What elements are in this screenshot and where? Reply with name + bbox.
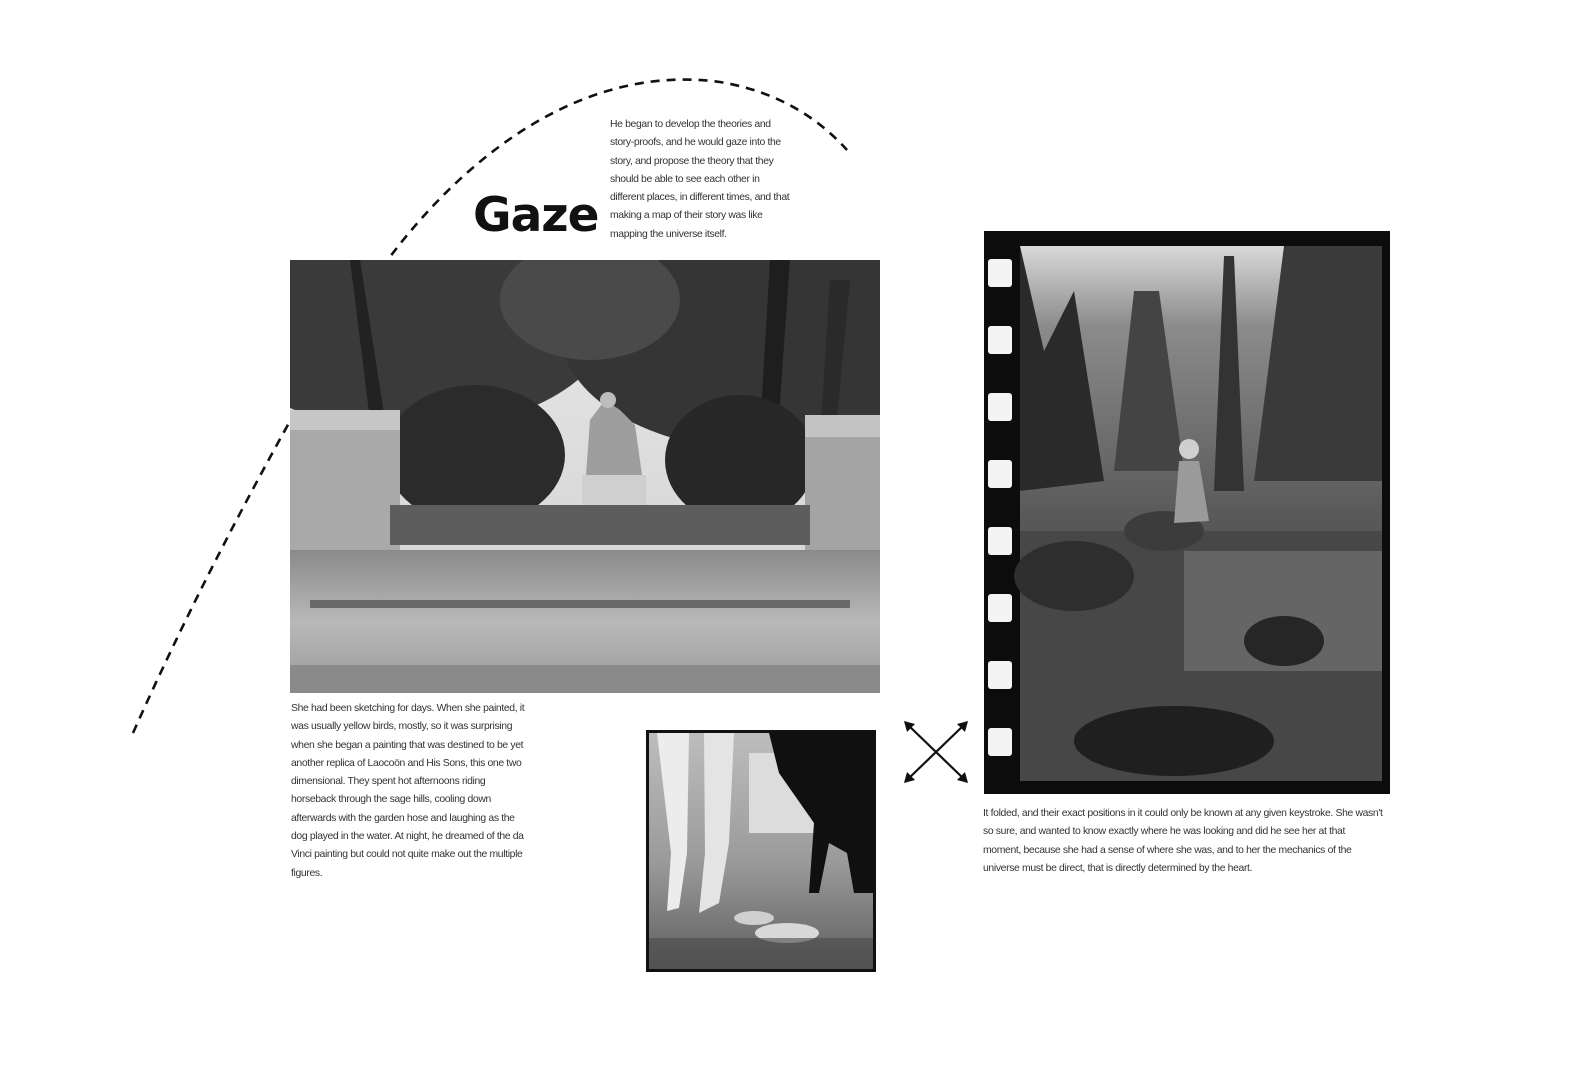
paragraph-right: It folded, and their exact positions in it could only be known at any given keystroke. She wasn't so sure, and wanted to know exactly where he was looking and did he see her at that moment, because she had a sense of where she was, and to her the mechanics of the universe must be direct, that is directly determined by the heart.	[983, 808, 1383, 874]
paragraph-left: She had been sketching for days. When she painted, it was usually yellow birds, mostly, so it was surprising when she began a painting that was destined to be yet another replica of Laocoön and His Sons, this one two dimensional. They spent hot afternoons riding horseback through the sage hills, cooling down afterwards with the garden hose and laughing as the dog played in the water. At night, he dreamed of the da Vinci painting but could not quite make out the multiple figures.	[291, 703, 525, 879]
legs-dog-photo	[646, 730, 876, 972]
page-title: Gaze	[473, 188, 599, 243]
paragraph-top: He began to develop the theories and story-proofs, and he would gaze into the story, and propose the theory that they should be able to see each other in different places, in different times, and that making a map of their story was like mapping the universe itself.	[610, 119, 790, 240]
cross-arrows-icon	[902, 719, 970, 785]
river-filmstrip-photo	[984, 231, 1390, 794]
garden-statue-photo	[290, 260, 880, 693]
